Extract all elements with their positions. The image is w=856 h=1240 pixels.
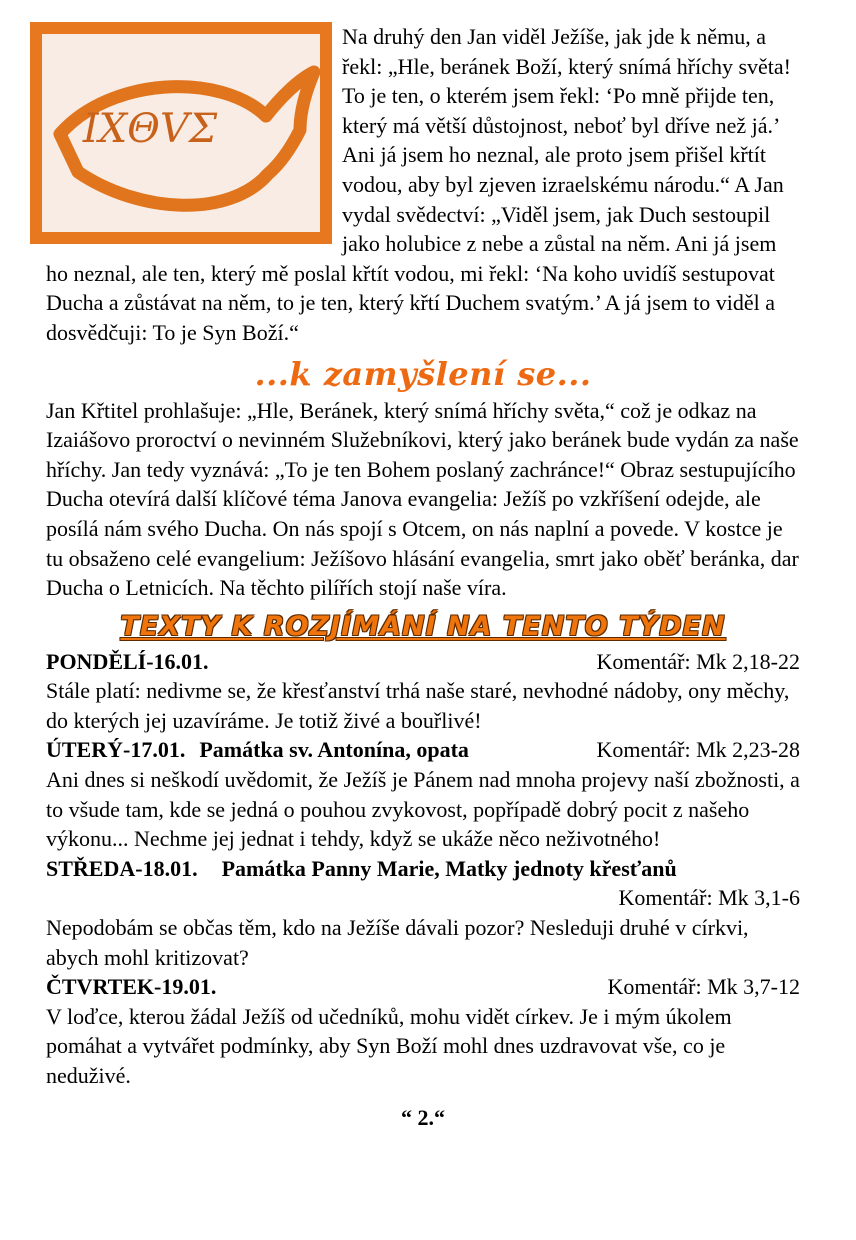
- gospel-passage: Na druhý den Jan viděl Ježíše, jak jde k němu, a řekl: „Hle, beránek Boží, který snímá hříchy světa! To je ten, o kterém jsem řekl: ‘Po mně přijde ten, který má větší důstojnost, neboť byl dříve než já.’ Ani já jsem ho neznal, ale proto jsem přišel křtít vodou, aby byl zjeven izraelskému národu.“ A Jan vydal svědectví: „Viděl jsem, jak Duch sestoupil jako holubice z nebe a zůstal na něm. Ani já jsem ho neznal, ale ten, který mě poslal křtít vodou, mi řekl: ‘Na koho uvidíš sestupovat Ducha a zůstávat na něm, to je ten, který křtí Duchem svatým.’ A já jsem to viděl a dosvědčuji: To je Syn Boží.“: [46, 24, 792, 345]
- fish-icon: [30, 22, 332, 244]
- day-text: Nepodobám se občas těm, kdo na Ježíše dávali pozor? Nesleduji druhé v církvi, abych mohl kritizovat?: [46, 915, 749, 970]
- reflection-title: ...k zamyšlení se...: [254, 354, 592, 393]
- day-tuesday: [46, 735, 800, 853]
- day-monday: [46, 647, 800, 736]
- day-wednesday: [46, 854, 800, 972]
- commentary-reference: Komentář: Mk 2,18-22: [596, 648, 800, 674]
- reflection-text: Jan Křtitel prohlašuje: „Hle, Beránek, který snímá hříchy světa,“ což je odkaz na Izaiášovo proroctví o nevinném Služebníkovi, který jako beránek bude vydán za naše hříchy. Jan tedy vyznává: „To je ten Bohem poslaný zachránce!“ Obraz sestupujícího Ducha otevírá další klíčové téma Janova evangelia: Ježíš po vzkříšení odejde, ale posílá nám svého Ducha. On nás spojí s Otcem, on nás naplní a povede. V kostce je tu obsaženo celé evangelium: Ježíšovo hlásání evangelia, smrt jako oběť beránka, dar Ducha o Letnicích. Na těchto pilířích stojí naše víra.: [46, 397, 799, 601]
- day-title: ČTVRTEK-19.01.: [46, 974, 217, 1000]
- bulletin-page: [46, 22, 800, 1132]
- week-readings-heading: TEXTY K ROZJÍMÁNÍ NA TENTO TÝDEN: [120, 610, 726, 642]
- day-text: Stále platí: nedivme se, že křesťanství trhá naše staré, nevhodné nádoby, ony měchy, do kterých jej uzavíráme. Je totiž živé a bouřlivé!: [46, 678, 790, 733]
- day-memorial: Památka sv. Antonína, opata: [199, 737, 469, 763]
- commentary-reference: Komentář: Mk 2,23-28: [596, 737, 800, 763]
- page-number: “ 2.“: [401, 1104, 445, 1130]
- day-title: PONDĚLÍ-16.01.: [46, 648, 209, 674]
- logo-text: IXΘVΣ: [82, 106, 218, 152]
- ichthys-fish-logo: [30, 22, 332, 244]
- day-thursday: [46, 972, 800, 1090]
- commentary-reference: Komentář: Mk 3,1-6: [618, 885, 800, 911]
- day-text: Ani dnes si neškodí uvědomit, že Ježíš je Pánem nad mnoha projevy naší zbožnosti, a to všude tam, kde se jedná o pouhou zvykovost, popřípadě dobrý pocit z našeho výkonu... Nechme jej jednat i tehdy, když se ukáže něco neživotného!: [46, 767, 800, 852]
- commentary-reference: Komentář: Mk 3,7-12: [607, 974, 800, 1000]
- day-text: V loďce, kterou žádal Ježíš od učedníků, mohu vidět církev. Je i mým úkolem pomáhat a vytvářet podmínky, aby Syn Boží mohl dnes uzdravovat vše, co je neduživé.: [46, 1003, 732, 1088]
- day-title: STŘEDA-18.01.: [46, 855, 198, 881]
- day-memorial: Památka Panny Marie, Matky jednoty křesťanů: [221, 855, 677, 881]
- day-title: ÚTERÝ-17.01.: [46, 737, 186, 763]
